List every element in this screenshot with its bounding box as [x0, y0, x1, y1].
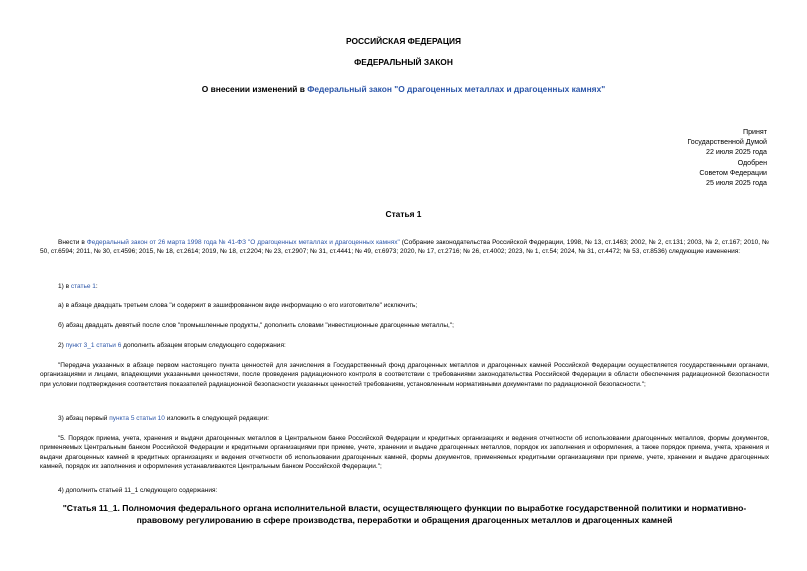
item-1b: б) абзац двадцать девятый после слов "промышленные продукты," дополнить словами "инвестиционные драгоценные металлы,";	[58, 322, 454, 329]
item-1a: а) в абзаце двадцать третьем слова "и содержит в зашифрованном виде информацию о его изготовителе" исключить;	[58, 302, 418, 309]
federation-heading: РОССИЙСКАЯ ФЕДЕРАЦИЯ	[345, 36, 462, 46]
law-title-link[interactable]: Федеральный закон "О драгоценных металлах и драгоценных камнях"	[307, 84, 606, 94]
law-type-heading: ФЕДЕРАЛЬНЫЙ ЗАКОН	[354, 57, 453, 67]
item-2-prefix: 2)	[58, 342, 66, 349]
item-3	[40, 414, 769, 423]
item-2-link[interactable]: пункт 3_1 статьи 6	[65, 342, 122, 349]
item-3-prefix: 3) абзац первый	[58, 415, 110, 422]
item-4: 4) дополнить статьей 11_1 следующего содержания:	[58, 487, 218, 494]
article-heading: Статья 1	[385, 209, 422, 219]
adoption-line: Советом Федерации	[699, 168, 767, 177]
law-title-prefix: О внесении изменений в	[201, 84, 308, 94]
adoption-line: 22 июля 2025 года	[706, 148, 767, 157]
item-2-suffix: дополнить абзацем вторым следующего содержания:	[121, 342, 286, 349]
law-title	[0, 84, 807, 94]
item-1-link[interactable]: статье 1	[70, 283, 96, 290]
article-intro	[40, 238, 769, 257]
item-1	[40, 282, 769, 291]
intro-law-link[interactable]: Федеральный закон от 26 марта 1998 года № 41-ФЗ "О драгоценных металлах и драгоценных камнях"	[86, 239, 400, 246]
adoption-block	[607, 127, 767, 188]
adoption-line: Государственной Думой	[687, 138, 767, 147]
item-1-suffix: :	[95, 283, 98, 290]
adoption-line: 25 июля 2025 года	[706, 179, 767, 188]
adoption-line: Принят	[742, 128, 767, 136]
item-3-quote: "5. Порядок приема, учета, хранения и выдачи драгоценных металлов в Центральном банке Российской Федерации и кредитных организациях и ведения отчетности об использовании драгоценных металлов, формы документов, применяемых Центральным банком Российской Федерации и кредитными организациями при приеме, учете, хранении и выдаче драгоценных металлов, порядок их заполнения и оформления, а также порядок приема, учета, хранения и выдачи драгоценных камней в кредитных организациях и ведения отчетности об использовании драгоценных камней, формы документов, применяемых кредитными организациями при приеме, учете, хранении и выдаче драгоценных камней, порядок их заполнения и оформления устанавливаются Центральным банком Российской Федерации.";	[40, 435, 769, 471]
item-3-link[interactable]: пункта 5 статьи 10	[109, 415, 165, 422]
intro-suffix: (Собрание законодательства Российской Федерации, 1998, № 13, ст.1463; 2002, № 2, ст.131; 2003, № 2, ст.167; 2010, № 50, ст.6594; 2011, № 30, ст.4596; 2015, № 18, ст.2614; 2019, № 18, ст.2204; № 23, ст.2907; № 31, ст.4441; № 49, ст.6973; 2020, № 17, ст.2716; № 26, ст.4002; 2023, № 1, ст.54; 2024, № 31, ст.4472; № 53, ст.8536) следующие изменения:	[40, 239, 769, 256]
adoption-line: Одобрен	[737, 158, 767, 167]
item-2-quote: "Передача указанных в абзаце первом настоящего пункта ценностей для зачисления в Государственный фонд драгоценных металлов и драгоценных камней Российской Федерации осуществляется государственными органами, организациями и лицами, владеющими указанными ценностями, после проведения радиационного контроля в соответствии с требованиями законодательства Российской Федерации в области обеспечения радиационной безопасности при условии подтверждения соответствия показателей радиационной безопасности указанных ценностей требованиям, установленным нормативными документами по радиационной безопасности.";	[40, 362, 769, 388]
item-1-prefix: 1) в	[58, 283, 71, 290]
item-2	[40, 341, 769, 350]
intro-prefix: Внести в	[58, 239, 87, 246]
item-3-suffix: изложить в следующей редакции:	[164, 415, 269, 422]
new-article-heading: "Статья 11_1. Полномочия федерального органа исполнительной власти, осуществляющего функции по выработке государственной политики и нормативно-правовому регулированию в сфере производства, переработки и обращения драгоценных металлов и драгоценных камней	[62, 503, 747, 525]
